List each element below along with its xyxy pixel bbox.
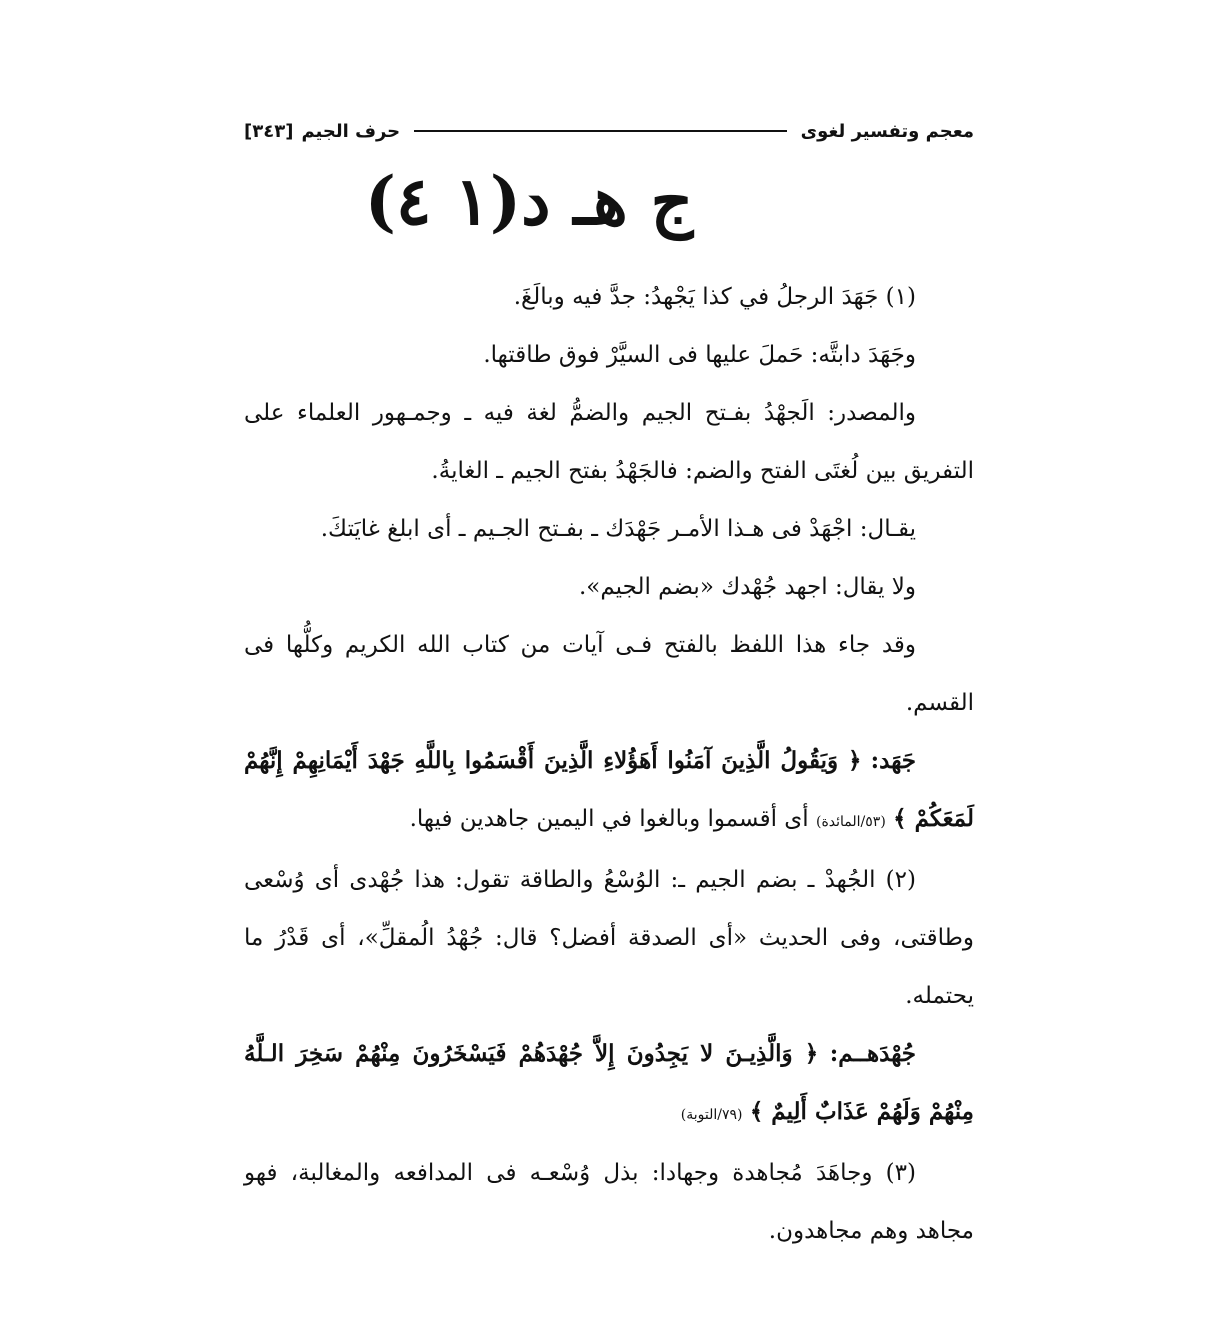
verse-reference: (٥٣/المائدة) xyxy=(815,814,886,830)
running-header xyxy=(244,114,974,148)
page-number: [٣٤٣] xyxy=(244,120,294,142)
quran-verse: ﴿ وَيَقُولُ الَّذِينَ آمَنُوا أَهَؤُلاءِ الَّذِينَ أَقْسَمُوا بِاللَّهِ جَهْدَ أَيْمَانِهِمْ إِنَّهُمْ لَمَعَكُمْ ﴾ xyxy=(244,747,974,832)
quran-verse: ﴿ وَالَّذِيـنَ لا يَجِدُونَ إِلاَّ جُهْدَهُمْ فَيَسْخَرُونَ مِنْهُمْ سَخِرَ الـلَّهُ مِنْهُمْ وَلَهُمْ عَذَابٌ أَلِيمٌ ﴾ xyxy=(244,1040,974,1125)
paragraph-4: يقـال: اجْهَدْ فى هـذا الأمـر جَهْدَك ـ بفـتح الجـيم ـ أى ابلغ غايَتكَ. xyxy=(320,516,916,542)
book-title: معجم وتفسير لغوى xyxy=(800,120,974,142)
paragraph-3: والمصدر: الَجهْدُ بفـتح الجيم والضمُّ لغة فيه ـ وجمـهور العلماء على التفريق بين لُغتَى الفتح والضم: فالجَهْدُ بفتح الجيم ـ الغايةُ. xyxy=(244,400,974,484)
paragraph-7 xyxy=(244,732,974,851)
paragraph-10: (٣) وجاهَدَ مُجاهدة وجهادا: بذل وُسْعـه فى المدافعه والمغالبة، فهو مجاهد وهم مجاهدون. xyxy=(244,1160,974,1244)
paragraph-9 xyxy=(244,1025,974,1144)
paragraph-5: ولا يقال: اجهد جُهْدك «بضم الجيم». xyxy=(578,574,916,600)
header-section-group xyxy=(244,121,400,142)
section-name: حرف الجيم xyxy=(301,120,401,142)
paragraph-6: وقد جاء هذا اللفظ بالفتح فـى آيات من كتاب الله الكريم وكلُّها فى القسم. xyxy=(244,632,974,716)
verse-reference: (٧٩/التوبة) xyxy=(680,1107,743,1123)
header-rule xyxy=(414,130,786,132)
paragraph-1: (١) جَهَدَ الرجلُ في كذا يَجْهدُ: جدَّ فيه وبالَغَ. xyxy=(513,284,916,310)
paragraph-2: وجَهَدَ دابتَّه: حَملَ عليها فى السيَّرْ فوق طاقتها. xyxy=(483,342,916,368)
keyword: جَهَد: xyxy=(870,747,917,774)
paragraph-8: (٢) الجُهدْ ـ بضم الجيم ـ: الوُسْعُ والطاقة تقول: هذا جُهْدى أى وُسْعى وطاقتى، وفى الحديث «أى الصدقة أفضل؟ قال: جُهْدُ الُمقلِّ»، أى قَدْرُ ما يحتمله. xyxy=(244,867,974,1009)
keyword: جُهْدَهــم: xyxy=(829,1040,917,1067)
entry-title: ج هـ د(١ ٤) xyxy=(364,162,694,240)
explanation: أى أقسموا وبالغوا في اليمين جاهدين فيها. xyxy=(409,806,809,832)
document-page xyxy=(244,100,974,1300)
entry-body xyxy=(244,268,974,1260)
